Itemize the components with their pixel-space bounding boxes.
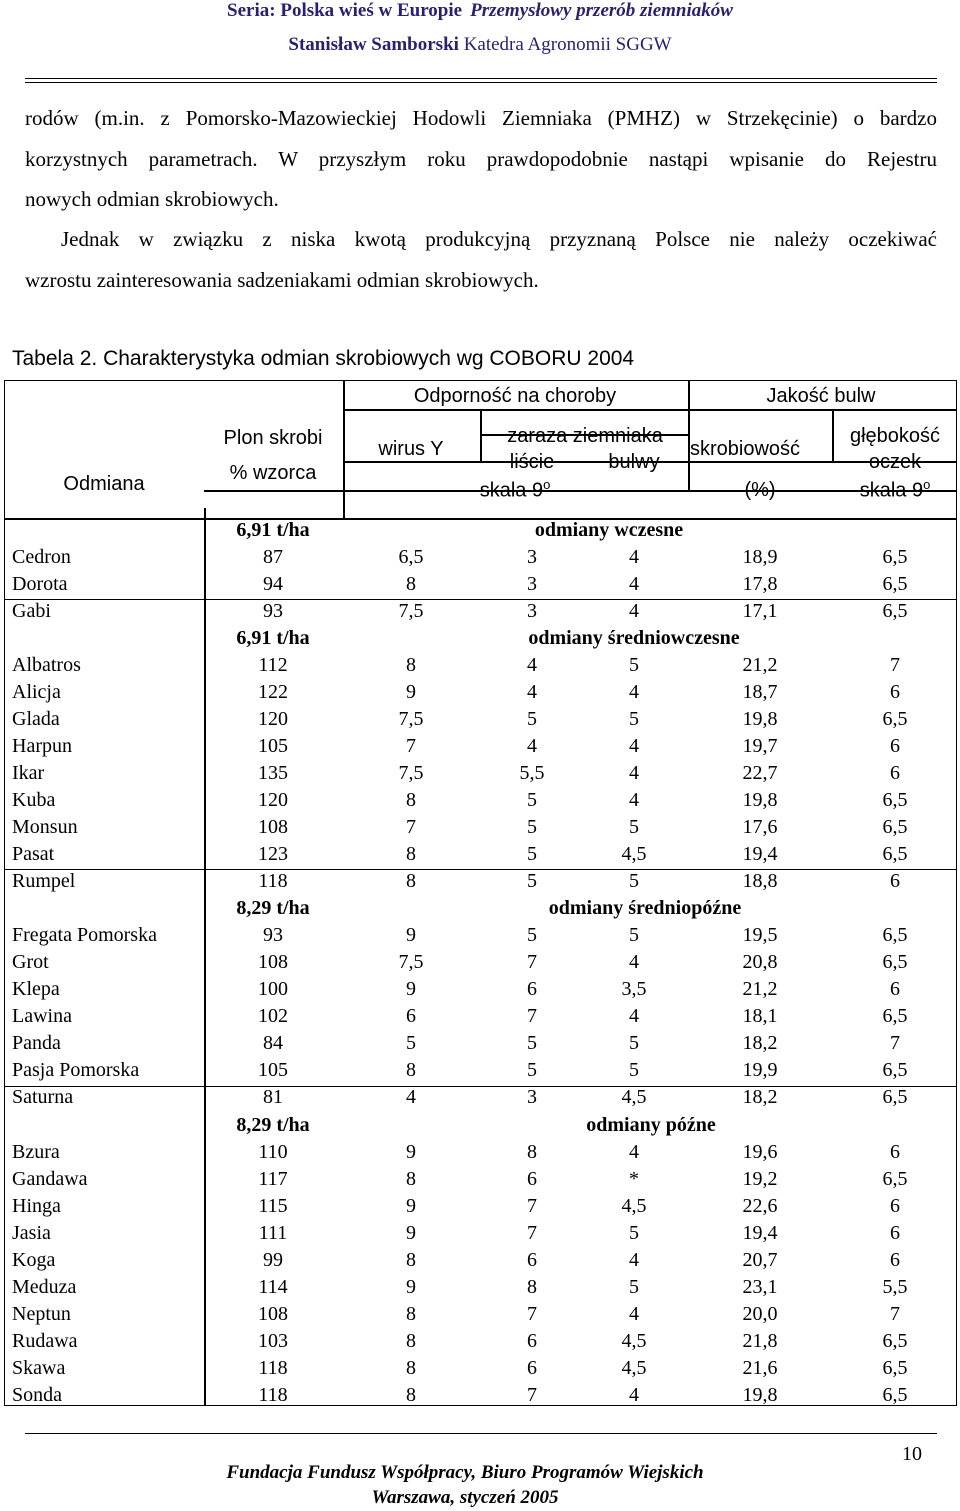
cell-yield: 99 [263, 1248, 283, 1271]
cell-leaves: 3 [527, 572, 537, 595]
cell-virus-y: 5 [406, 1031, 416, 1054]
grid-line [688, 381, 690, 491]
cell-yield: 118 [258, 1356, 288, 1379]
cell-variety: Gabi [12, 599, 51, 622]
group-separator [5, 599, 956, 600]
header-yield-line2: % wzorca [229, 462, 317, 484]
cell-leaves: 5 [527, 707, 537, 730]
cell-yield: 117 [258, 1167, 288, 1190]
cell-tubers: 5 [629, 707, 639, 730]
cell-virus-y: 9 [406, 1221, 416, 1244]
cell-virus-y: 9 [406, 923, 416, 946]
cell-variety: Saturna [12, 1085, 74, 1108]
author-name: Stanisław Samborski [288, 34, 459, 55]
cell-eye-depth: 6 [890, 1194, 900, 1217]
cell-tubers: 4 [629, 1004, 639, 1027]
cell-variety: Hinga [12, 1194, 61, 1217]
cell-tubers: 4 [629, 950, 639, 973]
cell-variety: Kuba [12, 788, 56, 811]
cell-yield: 87 [263, 545, 283, 568]
cell-tubers: 4,5 [621, 1194, 647, 1217]
group-name: odmiany wczesne [534, 519, 684, 541]
paragraph-line: wzrostu zainteresowania sadzeniakami odmian skrobiowych. [25, 267, 539, 292]
cell-yield: 93 [263, 599, 283, 622]
cell-leaves: 3 [527, 1085, 537, 1108]
cell-variety: Sonda [12, 1383, 62, 1406]
table-caption: Tabela 2. Charakterystyka odmian skrobiowych wg COBORU 2004 [12, 347, 635, 370]
header-eye-depth-line1: głębokość [849, 425, 941, 447]
cell-starch: 19,5 [742, 923, 778, 946]
cell-virus-y: 9 [406, 1140, 416, 1163]
cell-leaves: 7 [527, 1194, 537, 1217]
cell-eye-depth: 6 [890, 1248, 900, 1271]
cell-variety: Lawina [12, 1004, 72, 1027]
cell-yield: 115 [258, 1194, 288, 1217]
cell-yield: 111 [258, 1221, 288, 1244]
cell-leaves: 6 [527, 977, 537, 1000]
cell-variety: Harpun [12, 734, 72, 757]
cell-yield: 105 [258, 1058, 288, 1081]
header-yield-line1: Plon skrobi [223, 427, 323, 449]
cell-eye-depth: 6 [890, 734, 900, 757]
cell-variety: Neptun [12, 1302, 71, 1325]
group-name: odmiany późne [586, 1114, 716, 1136]
cell-eye-depth: 6,5 [882, 1058, 908, 1081]
cell-leaves: 4 [527, 653, 537, 676]
cell-leaves: 6 [527, 1248, 537, 1271]
header-tubers: bulwy [608, 451, 660, 473]
cell-variety: Rudawa [12, 1329, 78, 1352]
cell-starch: 18,9 [742, 545, 778, 568]
cell-leaves: 6 [527, 1356, 537, 1379]
cell-virus-y: 8 [406, 1302, 416, 1325]
cell-yield: 123 [258, 842, 288, 865]
cell-starch: 20,0 [742, 1302, 778, 1325]
header-variety: Odmiana [63, 473, 145, 495]
cell-eye-depth: 6,5 [882, 815, 908, 838]
cell-eye-depth: 6,5 [882, 842, 908, 865]
cell-variety: Alicja [12, 680, 61, 703]
cell-tubers: 4 [629, 680, 639, 703]
cell-starch: 19,8 [742, 1383, 778, 1406]
grid-line [204, 490, 956, 492]
cell-eye-depth: 6,5 [882, 707, 908, 730]
cell-leaves: 3 [527, 545, 537, 568]
cell-eye-depth: 6,5 [882, 950, 908, 973]
cell-leaves: 4 [527, 734, 537, 757]
cell-eye-depth: 6 [890, 1140, 900, 1163]
cell-tubers: 5 [629, 815, 639, 838]
cell-starch: 19,7 [742, 734, 778, 757]
cell-variety: Rumpel [12, 869, 76, 892]
grid-line [204, 508, 206, 1405]
cell-leaves: 5 [527, 815, 537, 838]
cell-starch: 21,6 [742, 1356, 778, 1379]
cell-yield: 108 [258, 815, 288, 838]
cell-tubers: 5 [629, 1058, 639, 1081]
cell-virus-y: 7 [406, 734, 416, 757]
cell-leaves: 7 [527, 1302, 537, 1325]
cell-leaves: 5 [527, 869, 537, 892]
cell-virus-y: 8 [406, 1329, 416, 1352]
cell-eye-depth: 6,5 [882, 572, 908, 595]
group-separator [5, 869, 956, 870]
paragraph-line: nowych odmian skrobiowych. [25, 187, 279, 211]
cell-leaves: 5 [527, 923, 537, 946]
cell-virus-y: 8 [406, 1058, 416, 1081]
cell-starch: 19,4 [742, 842, 778, 865]
cell-eye-depth: 6 [890, 869, 900, 892]
cell-tubers: 5 [629, 869, 639, 892]
cell-eye-depth: 6,5 [882, 545, 908, 568]
header-tuber-quality: Jakość bulw [766, 385, 876, 407]
cell-variety: Fregata Pomorska [12, 923, 157, 946]
cell-tubers: 4,5 [621, 1329, 647, 1352]
cell-variety: Grot [12, 950, 49, 973]
cell-eye-depth: 6,5 [882, 1383, 908, 1406]
series-title: Przemysłowy przerób ziemniaków [470, 0, 733, 21]
cell-variety: Klepa [12, 977, 60, 1000]
header-late-blight: zaraza ziemniaka [507, 425, 663, 447]
cell-leaves: 5 [527, 788, 537, 811]
group-reference-yield: 6,91 t/ha [236, 627, 310, 649]
cell-leaves: 7 [527, 1383, 537, 1406]
header-rule-second [25, 82, 937, 83]
author-affiliation: Katedra Agronomii SGGW [463, 34, 672, 55]
cell-tubers: 4 [629, 788, 639, 811]
cell-yield: 135 [258, 761, 288, 784]
cell-tubers: 4 [629, 572, 639, 595]
cell-virus-y: 7,5 [398, 761, 424, 784]
cell-starch: 19,9 [742, 1058, 778, 1081]
cell-yield: 100 [258, 977, 288, 1000]
cell-tubers: 4 [629, 1302, 639, 1325]
cell-yield: 108 [258, 1302, 288, 1325]
cell-virus-y: 7,5 [398, 599, 424, 622]
cell-tubers: 4 [629, 1383, 639, 1406]
paragraph-1 [25, 98, 937, 220]
grid-line [5, 518, 956, 520]
cell-starch: 17,6 [742, 815, 778, 838]
cell-virus-y: 7,5 [398, 950, 424, 973]
cell-variety: Dorota [12, 572, 68, 595]
cell-leaves: 7 [527, 1004, 537, 1027]
cell-starch: 17,1 [742, 599, 778, 622]
header-scale-pct: (%) [744, 479, 776, 501]
cell-eye-depth: 6,5 [882, 599, 908, 622]
cell-eye-depth: 6,5 [882, 1356, 908, 1379]
cell-starch: 19,8 [742, 788, 778, 811]
cell-eye-depth: 6,5 [882, 1085, 908, 1108]
cell-virus-y: 8 [406, 869, 416, 892]
cell-variety: Glada [12, 707, 60, 730]
cell-yield: 112 [258, 653, 288, 676]
cell-variety: Panda [12, 1031, 61, 1054]
cell-starch: 19,4 [742, 1221, 778, 1244]
header-rule [25, 78, 937, 79]
cell-eye-depth: 6,5 [882, 788, 908, 811]
cell-variety: Ikar [12, 761, 45, 784]
cell-leaves: 5 [527, 842, 537, 865]
cell-yield: 81 [263, 1085, 283, 1108]
cell-eye-depth: 6,5 [882, 923, 908, 946]
cell-virus-y: 8 [406, 572, 416, 595]
cell-starch: 18,8 [742, 869, 778, 892]
cell-virus-y: 7 [406, 815, 416, 838]
header-eye-depth-line2: oczek [868, 451, 922, 473]
running-header-series [0, 0, 960, 22]
paragraph-line: Jednak w związku z niska kwotą produkcyjną przyznaną Polsce nie należy oczekiwać [61, 227, 937, 251]
cell-virus-y: 8 [406, 1356, 416, 1379]
cell-virus-y: 8 [406, 788, 416, 811]
cell-virus-y: 6 [406, 1004, 416, 1027]
grid-line [343, 409, 956, 411]
cell-virus-y: 8 [406, 1248, 416, 1271]
cell-leaves: 5 [527, 1058, 537, 1081]
cell-virus-y: 9 [406, 680, 416, 703]
cell-eye-depth: 7 [890, 1031, 900, 1054]
header-leaves: liście [509, 451, 555, 473]
cell-eye-depth: 7 [890, 1302, 900, 1325]
cell-virus-y: 9 [406, 1275, 416, 1298]
cell-tubers: 5 [629, 1031, 639, 1054]
cell-eye-depth: 6 [890, 680, 900, 703]
cell-yield: 122 [258, 680, 288, 703]
cell-tubers: 5 [629, 1275, 639, 1298]
group-separator [5, 1086, 956, 1087]
footer-date: Warszawa, styczeń 2005 [371, 1487, 559, 1508]
cell-eye-depth: 6,5 [882, 1004, 908, 1027]
variety-table [4, 380, 957, 1406]
cell-leaves: 4 [527, 680, 537, 703]
cell-leaves: 6 [527, 1329, 537, 1352]
cell-variety: Koga [12, 1248, 56, 1271]
cell-starch: 23,1 [742, 1275, 778, 1298]
cell-starch: 22,7 [742, 761, 778, 784]
cell-tubers: 5 [629, 1221, 639, 1244]
cell-yield: 94 [263, 572, 283, 595]
cell-starch: 21,2 [742, 653, 778, 676]
cell-leaves: 6 [527, 1167, 537, 1190]
cell-virus-y: 8 [406, 842, 416, 865]
cell-starch: 19,2 [742, 1167, 778, 1190]
header-disease-resistance: Odporność na choroby [413, 385, 617, 407]
paragraph-line: korzystnych parametrach. W przyszłym roku prawdopodobnie nastąpi wpisanie do Rejestru [25, 146, 937, 171]
cell-yield: 114 [258, 1275, 288, 1298]
cell-variety: Bzura [12, 1140, 60, 1163]
cell-yield: 103 [258, 1329, 288, 1352]
cell-tubers: 4,5 [621, 1356, 647, 1379]
cell-yield: 84 [263, 1031, 283, 1054]
cell-virus-y: 9 [406, 1194, 416, 1217]
cell-tubers: 5 [629, 923, 639, 946]
group-reference-yield: 6,91 t/ha [236, 519, 310, 541]
cell-starch: 22,6 [742, 1194, 778, 1217]
cell-yield: 118 [258, 1383, 288, 1406]
group-reference-yield: 8,29 t/ha [236, 897, 310, 919]
cell-eye-depth: 5,5 [882, 1275, 908, 1298]
paragraph-2 [25, 219, 937, 300]
cell-virus-y: 9 [406, 977, 416, 1000]
cell-starch: 19,6 [742, 1140, 778, 1163]
header-scale-depth: skala 9$^o$ [859, 477, 931, 502]
grid-line [343, 381, 345, 518]
cell-starch: 18,7 [742, 680, 778, 703]
cell-virus-y: 8 [406, 653, 416, 676]
cell-virus-y: 4 [406, 1085, 416, 1108]
cell-virus-y: 6,5 [398, 545, 424, 568]
cell-virus-y: 7,5 [398, 707, 424, 730]
cell-eye-depth: 6 [890, 761, 900, 784]
cell-yield: 93 [263, 923, 283, 946]
cell-starch: 18,1 [742, 1004, 778, 1027]
cell-tubers: 4,5 [621, 1085, 647, 1108]
cell-yield: 120 [258, 707, 288, 730]
cell-yield: 118 [258, 869, 288, 892]
cell-tubers: 4 [629, 734, 639, 757]
group-reference-yield: 8,29 t/ha [236, 1114, 310, 1136]
cell-tubers: 4 [629, 1140, 639, 1163]
footer-rule [25, 1433, 937, 1434]
cell-tubers: 4 [629, 761, 639, 784]
running-header-author [0, 34, 960, 56]
cell-tubers: 4 [629, 599, 639, 622]
cell-variety: Skawa [12, 1356, 66, 1379]
cell-tubers: 4,5 [621, 842, 647, 865]
cell-starch: 21,2 [742, 977, 778, 1000]
cell-eye-depth: 7 [890, 653, 900, 676]
cell-starch: 20,7 [742, 1248, 778, 1271]
paragraph-line: rodów (m.in. z Pomorsko-Mazowieckiej Hodowli Ziemniaka (PMHZ) w Strzekęcinie) o bardzo [25, 106, 937, 130]
cell-yield: 110 [258, 1140, 288, 1163]
cell-tubers: * [629, 1167, 639, 1190]
cell-starch: 17,8 [742, 572, 778, 595]
cell-virus-y: 8 [406, 1383, 416, 1406]
cell-leaves: 5,5 [519, 761, 545, 784]
cell-leaves: 7 [527, 1221, 537, 1244]
cell-variety: Pasja Pomorska [12, 1058, 140, 1081]
cell-leaves: 8 [527, 1140, 537, 1163]
cell-eye-depth: 6,5 [882, 1167, 908, 1190]
cell-variety: Monsun [12, 815, 78, 838]
header-virus-y: wirus Y [378, 438, 444, 460]
header-scale-disease: skala 9$^o$ [479, 477, 551, 502]
cell-virus-y: 8 [406, 1167, 416, 1190]
grid-line [832, 410, 834, 461]
cell-tubers: 3,5 [621, 977, 647, 1000]
group-name: odmiany średniopóźne [548, 897, 742, 919]
group-name: odmiany średniowczesne [528, 627, 740, 649]
cell-tubers: 5 [629, 653, 639, 676]
cell-yield: 120 [258, 788, 288, 811]
cell-yield: 102 [258, 1004, 288, 1027]
cell-leaves: 3 [527, 599, 537, 622]
cell-variety: Pasat [12, 842, 55, 865]
cell-leaves: 8 [527, 1275, 537, 1298]
cell-leaves: 7 [527, 950, 537, 973]
cell-starch: 20,8 [742, 950, 778, 973]
grid-line [480, 410, 482, 461]
series-label: Seria: Polska wieś w Europie [227, 0, 463, 21]
page-number: 10 [902, 1443, 922, 1465]
cell-tubers: 4 [629, 545, 639, 568]
cell-variety: Meduza [12, 1275, 77, 1298]
cell-variety: Gandawa [12, 1167, 88, 1190]
cell-starch: 21,8 [742, 1329, 778, 1352]
cell-eye-depth: 6 [890, 1221, 900, 1244]
cell-variety: Albatros [12, 653, 81, 676]
cell-leaves: 5 [527, 1031, 537, 1054]
footer-publisher: Fundacja Fundusz Współpracy, Biuro Programów Wiejskich [226, 1462, 704, 1483]
cell-variety: Jasia [12, 1221, 51, 1244]
cell-tubers: 4 [629, 1248, 639, 1271]
cell-starch: 18,2 [742, 1085, 778, 1108]
cell-starch: 18,2 [742, 1031, 778, 1054]
cell-starch: 19,8 [742, 707, 778, 730]
cell-variety: Cedron [12, 545, 71, 568]
header-starch: skrobiowość [689, 438, 801, 460]
cell-yield: 105 [258, 734, 288, 757]
cell-eye-depth: 6 [890, 977, 900, 1000]
cell-yield: 108 [258, 950, 288, 973]
cell-eye-depth: 6,5 [882, 1329, 908, 1352]
